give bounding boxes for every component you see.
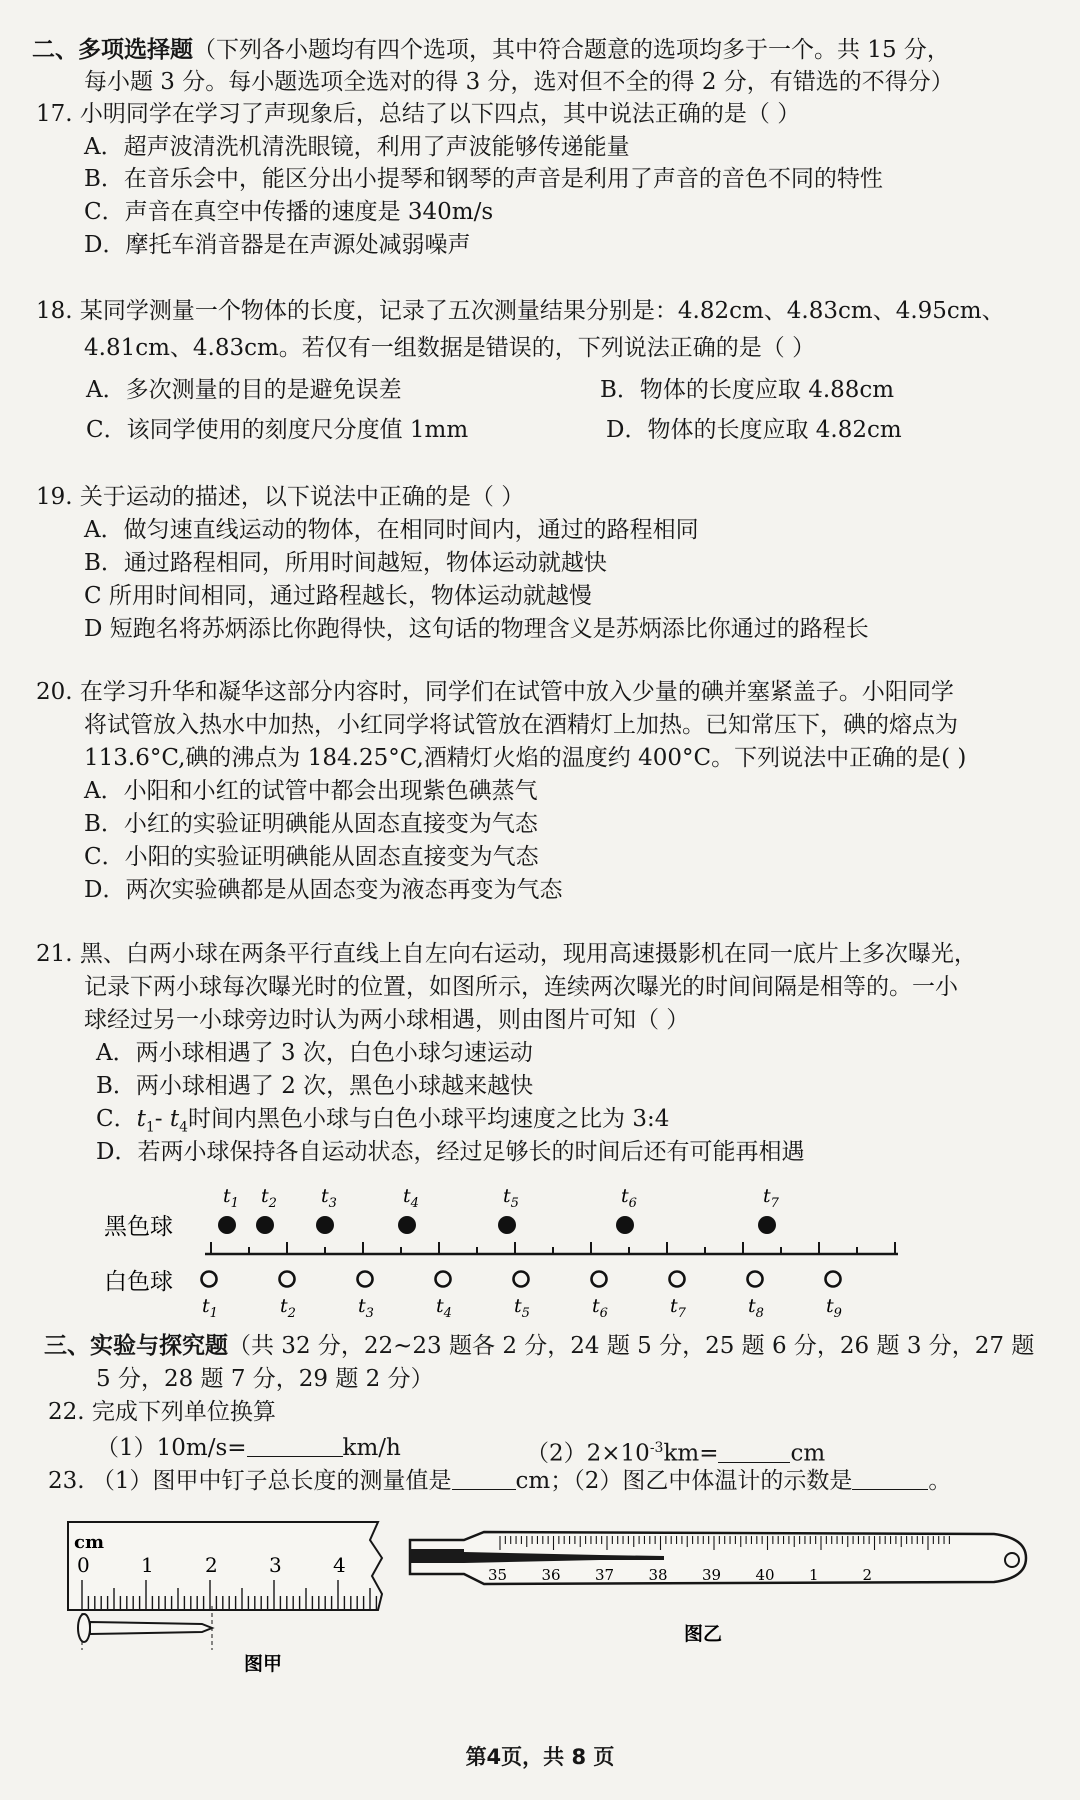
q18-stem-1: 18. 某同学测量一个物体的长度，记录了五次测量结果分别是：4.82cm、4.83cm、4.95cm、 [36, 298, 1005, 324]
q22-part2-prefix: （2）2×10 [526, 1440, 650, 1467]
white-balls [202, 1272, 842, 1321]
white-ball [202, 1272, 217, 1287]
q22-part2 [526, 1432, 825, 1470]
q18-option-d: D．物体的长度应取 4.82cm [606, 417, 902, 443]
q18-option-c: C．该同学使用的刻度尺分度值 1mm [86, 417, 469, 443]
black-ball-time-label: $t_5$ [503, 1185, 519, 1211]
q17-option-b: B．在音乐会中，能区分出小提琴和钢琴的声音是利用了声音的音色不同的特性 [84, 166, 883, 192]
ruler-number: 0 [77, 1553, 90, 1577]
section3-header [44, 1330, 1034, 1362]
white-ball [358, 1272, 373, 1287]
section3-title: 三、实验与探究题 [44, 1333, 228, 1359]
white-ball-time-label: $t_4$ [436, 1295, 452, 1320]
black-ball-time-label: $t_1$ [223, 1185, 239, 1211]
q17-option-c: C．声音在真空中传播的速度是 340m/s [84, 199, 494, 225]
ruler-unit-label: cm [74, 1532, 105, 1553]
nail-shaft [90, 1622, 212, 1634]
thermometer-number: 2 [862, 1566, 873, 1584]
black-ball-time-label: $t_2$ [261, 1185, 277, 1211]
q21-option-c-sub1: 1 [145, 1119, 155, 1136]
black-ball-time-label: $t_4$ [403, 1185, 419, 1211]
black-ball-label: 黑色球 [104, 1214, 173, 1240]
section3-desc-1: （共 32 分，22~23 题各 2 分，24 题 5 分，25 题 6 分，26 题 3 分，27 题 [228, 1333, 1035, 1359]
white-ball [670, 1272, 685, 1287]
white-ball-time-label: $t_9$ [826, 1295, 842, 1320]
q17-stem: 17. 小明同学在学习了声现象后，总结了以下四点，其中说法正确的是（ ） [36, 101, 801, 127]
q20-option-a: A．小阳和小红的试管中都会出现紫色碘蒸气 [84, 778, 538, 804]
q19-option-d: D 短跑名将苏炳添比你跑得快，这句话的物理含义是苏炳添比你通过的路程长 [84, 616, 869, 642]
thermometer-bulb [410, 1549, 464, 1563]
q21-option-c-dash: - [154, 1106, 170, 1132]
black-ball [256, 1216, 274, 1234]
white-ball [748, 1272, 763, 1287]
thermometer-number: 40 [755, 1566, 775, 1584]
q22-part1-unit: km/h [342, 1435, 401, 1461]
q23-period: 。 [928, 1468, 952, 1494]
q21-option-a: A．两小球相遇了 3 次，白色小球匀速运动 [96, 1040, 533, 1066]
q19-option-a: A．做匀速直线运动的物体，在相同时间内，通过的路程相同 [84, 517, 699, 543]
thermometer-number: 38 [648, 1566, 668, 1584]
q23-part2-text: cm；（2）图乙中体温计的示数是 [515, 1468, 853, 1494]
thermometer-number: 1 [809, 1566, 819, 1584]
q21-option-c-sub4: 4 [179, 1119, 189, 1136]
black-ball [398, 1216, 416, 1234]
q19-option-c: C 所用时间相同，通过路程越长，物体运动就越慢 [84, 583, 592, 609]
black-ball-time-label: $t_7$ [763, 1185, 779, 1211]
black-ball [758, 1216, 776, 1234]
q21-option-c-prefix: C． [96, 1106, 137, 1132]
q19-option-b: B．通过路程相同，所用时间越短，物体运动就越快 [84, 550, 607, 576]
white-ball [826, 1272, 841, 1287]
black-ball-time-label: $t_6$ [621, 1185, 637, 1211]
nail-head [78, 1614, 90, 1642]
q22-part2-answer-blank[interactable] [718, 1440, 790, 1463]
q21-option-c-t4: t [169, 1106, 180, 1132]
q21-stem-1: 21. 黑、白两小球在两条平行直线上自左向右运动，现用高速摄影机在同一底片上多次曝光， [36, 941, 977, 967]
q22-stem [48, 1396, 276, 1428]
white-ball [514, 1272, 529, 1287]
black-ball [498, 1216, 516, 1234]
black-ball [316, 1216, 334, 1234]
ruler-number: 2 [205, 1553, 218, 1577]
q21-stem-2: 记录下两小球每次曝光时的位置，如图所示，连续两次曝光的时间间隔是相等的。一小 [84, 974, 958, 1000]
q23-part1-text: 23. （1）图甲中钉子总长度的测量值是 [48, 1468, 452, 1494]
black-balls [218, 1185, 780, 1234]
white-ball [592, 1272, 607, 1287]
black-ball [616, 1216, 634, 1234]
page-footer: 第4页，共 8 页 [465, 1745, 615, 1769]
q18-option-b: B．物体的长度应取 4.88cm [600, 377, 895, 403]
q23-stem [48, 1465, 951, 1497]
black-ball-time-label: $t_3$ [321, 1185, 337, 1211]
white-ball [436, 1272, 451, 1287]
q22-part2-exponent: -3 [649, 1440, 664, 1456]
thermometer-number: 36 [541, 1566, 561, 1584]
white-ball-time-label: $t_8$ [748, 1295, 764, 1320]
white-ball-time-label: $t_3$ [358, 1295, 374, 1320]
thermometer-figure [404, 1522, 1044, 1662]
white-ball-time-label: $t_6$ [592, 1295, 608, 1320]
ruler-figure [60, 1510, 400, 1680]
q20-option-c: C．小阳的实验证明碘能从固态直接变为气态 [84, 844, 539, 870]
section3-desc-2: 5 分，28 题 7 分，29 题 2 分） [96, 1366, 434, 1392]
ruler-number: 3 [269, 1553, 282, 1577]
section2-header [32, 34, 950, 66]
thermometer-number: 39 [702, 1566, 722, 1584]
q22-part1-prefix: （1）10m/s= [96, 1435, 247, 1461]
q21-ball-figure [80, 1180, 920, 1320]
white-ball-label: 白色球 [104, 1269, 173, 1295]
q18-option-a: A．多次测量的目的是避免误差 [86, 377, 402, 403]
white-ball-time-label: $t_7$ [670, 1295, 686, 1320]
q21-stem-3: 球经过另一小球旁边时认为两小球相遇，则由图片可知（ ） [84, 1007, 690, 1033]
q17-option-a: A．超声波清洗机清洗眼镜，利用了声波能够传递能量 [84, 134, 630, 160]
section2-title: 二、多项选择题 [32, 37, 193, 63]
q22-part1-answer-blank[interactable] [247, 1434, 343, 1457]
q20-option-d: D．两次实验碘都是从固态变为液态再变为气态 [84, 877, 563, 903]
q20-stem-3: 113.6°C,碘的沸点为 184.25°C,酒精灯火焰的温度约 400°C。下列说法中正确的是( ) [84, 745, 967, 771]
figure-a-caption: 图甲 [244, 1653, 283, 1675]
q22-part1 [96, 1432, 401, 1464]
q20-stem-1: 20. 在学习升华和凝华这部分内容时，同学们在试管中放入少量的碘并塞紧盖子。小阳同学 [36, 679, 954, 705]
figure-b-caption: 图乙 [684, 1623, 723, 1645]
black-ball [218, 1216, 236, 1234]
q23-part2-answer-blank[interactable] [852, 1467, 928, 1490]
thermometer-number: 35 [488, 1566, 508, 1584]
q22-part2-unit: cm [790, 1440, 826, 1467]
q19-stem: 19. 关于运动的描述，以下说法中正确的是（ ） [36, 484, 525, 510]
white-ball-time-label: $t_5$ [514, 1295, 530, 1320]
q18-stem-2: 4.81cm、4.83cm。若仅有一组数据是错误的，下列说法正确的是（ ） [84, 335, 816, 361]
q20-option-b: B．小红的实验证明碘能从固态直接变为气态 [84, 811, 538, 837]
section2-desc-1: （下列各小题均有四个选项，其中符合题意的选项均多于一个。共 15 分， [193, 37, 950, 63]
ruler-number: 4 [333, 1553, 346, 1577]
section2-desc-2: 每小题 3 分。每小题选项全选对的得 3 分，选对但不全的得 2 分，有错选的不得分） [84, 69, 954, 95]
q22-part2-mid: km= [663, 1440, 719, 1467]
q21-option-b: B．两小球相遇了 2 次，黑色小球越来越快 [96, 1073, 534, 1099]
q21-option-d: D．若两小球保持各自运动状态，经过足够长的时间后还有可能再相遇 [96, 1139, 805, 1165]
scale-ticks [211, 1242, 895, 1254]
white-ball [280, 1272, 295, 1287]
q17-option-d: D．摩托车消音器是在声源处减弱噪声 [84, 232, 471, 258]
q23-part1-answer-blank[interactable] [452, 1467, 516, 1490]
white-ball-time-label: $t_2$ [280, 1295, 296, 1320]
white-ball-time-label: $t_1$ [202, 1295, 218, 1320]
q22-stem-text: 22. 完成下列单位换算 [48, 1399, 276, 1425]
thermometer-number: 37 [595, 1566, 615, 1584]
q20-stem-2: 将试管放入热水中加热，小红同学将试管放在酒精灯上加热。已知常压下，碘的熔点为 [84, 712, 958, 738]
q21-option-c-t: t [136, 1106, 146, 1132]
q21-option-c-text: 时间内黑色小球与白色小球平均速度之比为 3:4 [188, 1106, 670, 1132]
ruler-number: 1 [141, 1553, 154, 1577]
